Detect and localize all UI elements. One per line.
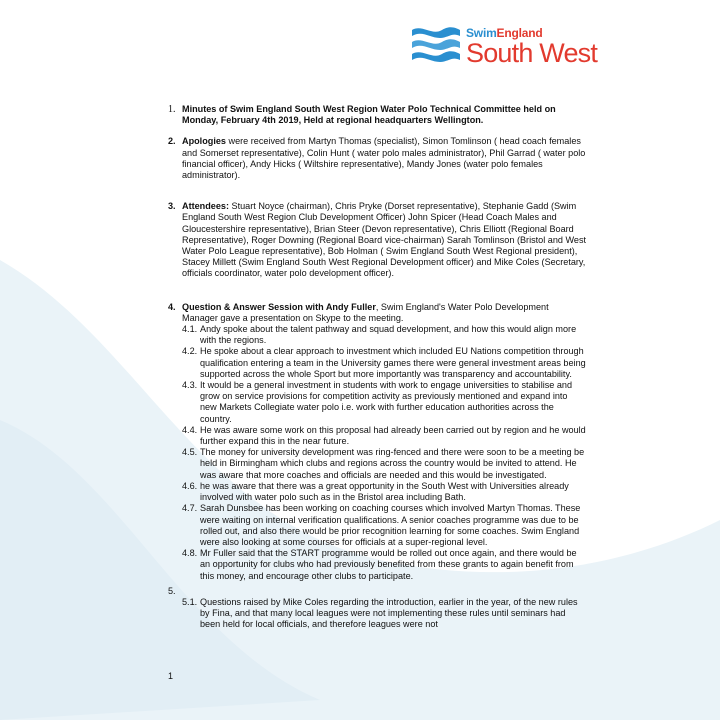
sub-item-text: Mr Fuller said that the START programme would be rolled out once again, and there would be an opportunity for clubs who had previously benefited from these grants to again benefit from this money, and encourage other clubs to participate. [200, 548, 577, 581]
sub-item-4-3 [182, 380, 586, 425]
apologies-heading: Apologies [182, 136, 226, 147]
minutes-content [168, 104, 586, 640]
minutes-item-4-qa-session [168, 302, 586, 582]
sub-item-text: Andy spoke about the talent pathway and squad development, and how this would align more with the regions. [200, 324, 577, 346]
sub-item-text: The money for university development was ring-fenced and there were soon to be a meeting be held in Birmingham which clubs and regions across the country would be invited to attend. He was aware that more coaches and officials are needed and this would be investigated. [200, 447, 585, 480]
minutes-item-1 [168, 104, 586, 126]
sub-item-number: 4.1. [182, 324, 198, 335]
logo-brand-swim: Swim [466, 26, 497, 40]
logo-brand-england: England [496, 26, 543, 40]
logo-brand-south-west: South West [466, 38, 598, 68]
apologies-text: were received from Martyn Thomas (specialist), Simon Tomlinson ( head coach females and Somerset representative), Colin Hunt ( water polo males administrator), Phil Garrad ( water polo financial officer), Andy Hicks ( Wiltshire representative), Mandy Jones (water polo females administrator). [182, 136, 586, 181]
item-number: 5. [168, 585, 176, 596]
sub-item-number: 4.7. [182, 503, 198, 514]
item-number: 3. [168, 201, 176, 212]
sub-item-number: 4.8. [182, 548, 198, 559]
wave-logo-icon [410, 22, 464, 70]
item-number: 2. [168, 136, 176, 147]
page-number: 1 [168, 671, 174, 681]
qa-intro-text: , Swim England's Water Polo Development Manager gave a presentation on Skype to the meeting. [182, 301, 549, 323]
minutes-item-3-attendees [168, 201, 586, 279]
item-number: 1. [168, 104, 176, 115]
sub-item-number: 4.4. [182, 424, 198, 435]
sub-item-4-8 [182, 548, 586, 582]
sub-item-4-1 [182, 324, 586, 346]
sub-item-number: 4.3. [182, 380, 198, 391]
swim-england-south-west-logo [410, 22, 610, 70]
sub-item-4-4 [182, 425, 586, 447]
sub-item-number: 5.1. [182, 596, 198, 607]
sub-item-text: Questions raised by Mike Coles regarding the introduction, earlier in the year, of the new rules by Fina, and that many local leagues were not implementing these rules until seminars had been held for local officials, and therefore leagues were not [200, 596, 578, 630]
sub-item-text: It would be a general investment in students with work to engage universities to stabilise and grow on service provisions for competition activity as previously mentioned and expand into new Markets Collegiate water polo i.e. work with further education authorities across the country. [200, 380, 573, 424]
sub-item-4-6 [182, 481, 586, 503]
attendees-text: Stuart Noyce (chairman), Chris Pryke (Dorset representative), Stephanie Gadd (Swim England South West Region Club Development Officer) John Spicer (Head Coach Males and Gloucestershire representative), Brian Steer (Devon representative), Chris Elliott (Regional Board Representative), Roger Downing (Regional Board vice-chairman) Sarah Tomlinson (Bristol and West Water Polo League representative), Bob Holman ( Swim England South West Regional president), Stacey Millett (Swim England South West Regional Development officer) and Mike Coles (Secretary, officials coordinator, water polo development officer). [182, 201, 587, 279]
item-number: 4. [168, 301, 176, 312]
attendees-heading: Attendees: [182, 201, 229, 212]
sub-item-4-5 [182, 447, 586, 481]
sub-item-number: 4.5. [182, 447, 198, 458]
qa-heading: Question & Answer Session with Andy Fuller [182, 301, 376, 312]
sub-item-text: He spoke about a clear approach to investment which included EU Nations competition through qualification entering a team in the University games there were general investment areas being supported across the whole Sport but more importantly was transparency and accountability. [200, 346, 586, 379]
sub-item-text: He was aware some work on this proposal had already been carried out by region and he would further expand this in the near future. [200, 424, 586, 447]
sub-item-number: 4.6. [182, 480, 198, 491]
minutes-title: Minutes of Swim England South West Region Water Polo Technical Committee held on Monday, February 4th 2019, Held at regional headquarters Wellington. [182, 104, 556, 126]
minutes-item-5 [168, 586, 586, 631]
sub-item-text: he was aware that there was a great opportunity in the South West with Universities already involved with water polo such as in the Bristol area including Bath. [200, 480, 569, 503]
sub-item-4-2 [182, 346, 586, 380]
sub-item-text: Sarah Dunsbee has been working on coaching courses which involved Martyn Thomas. These were waiting on internal verification qualifications. A senior coaches programme was due to be rolled out, and also there would be prior recognition learning for some coaches. Swim England were also looking at some courses for officials at a super-regional level. [200, 503, 581, 547]
sub-item-4-7 [182, 503, 586, 548]
sub-item-number: 4.2. [182, 346, 198, 357]
minutes-item-2-apologies [168, 136, 586, 181]
sub-item-5-1 [182, 597, 586, 631]
